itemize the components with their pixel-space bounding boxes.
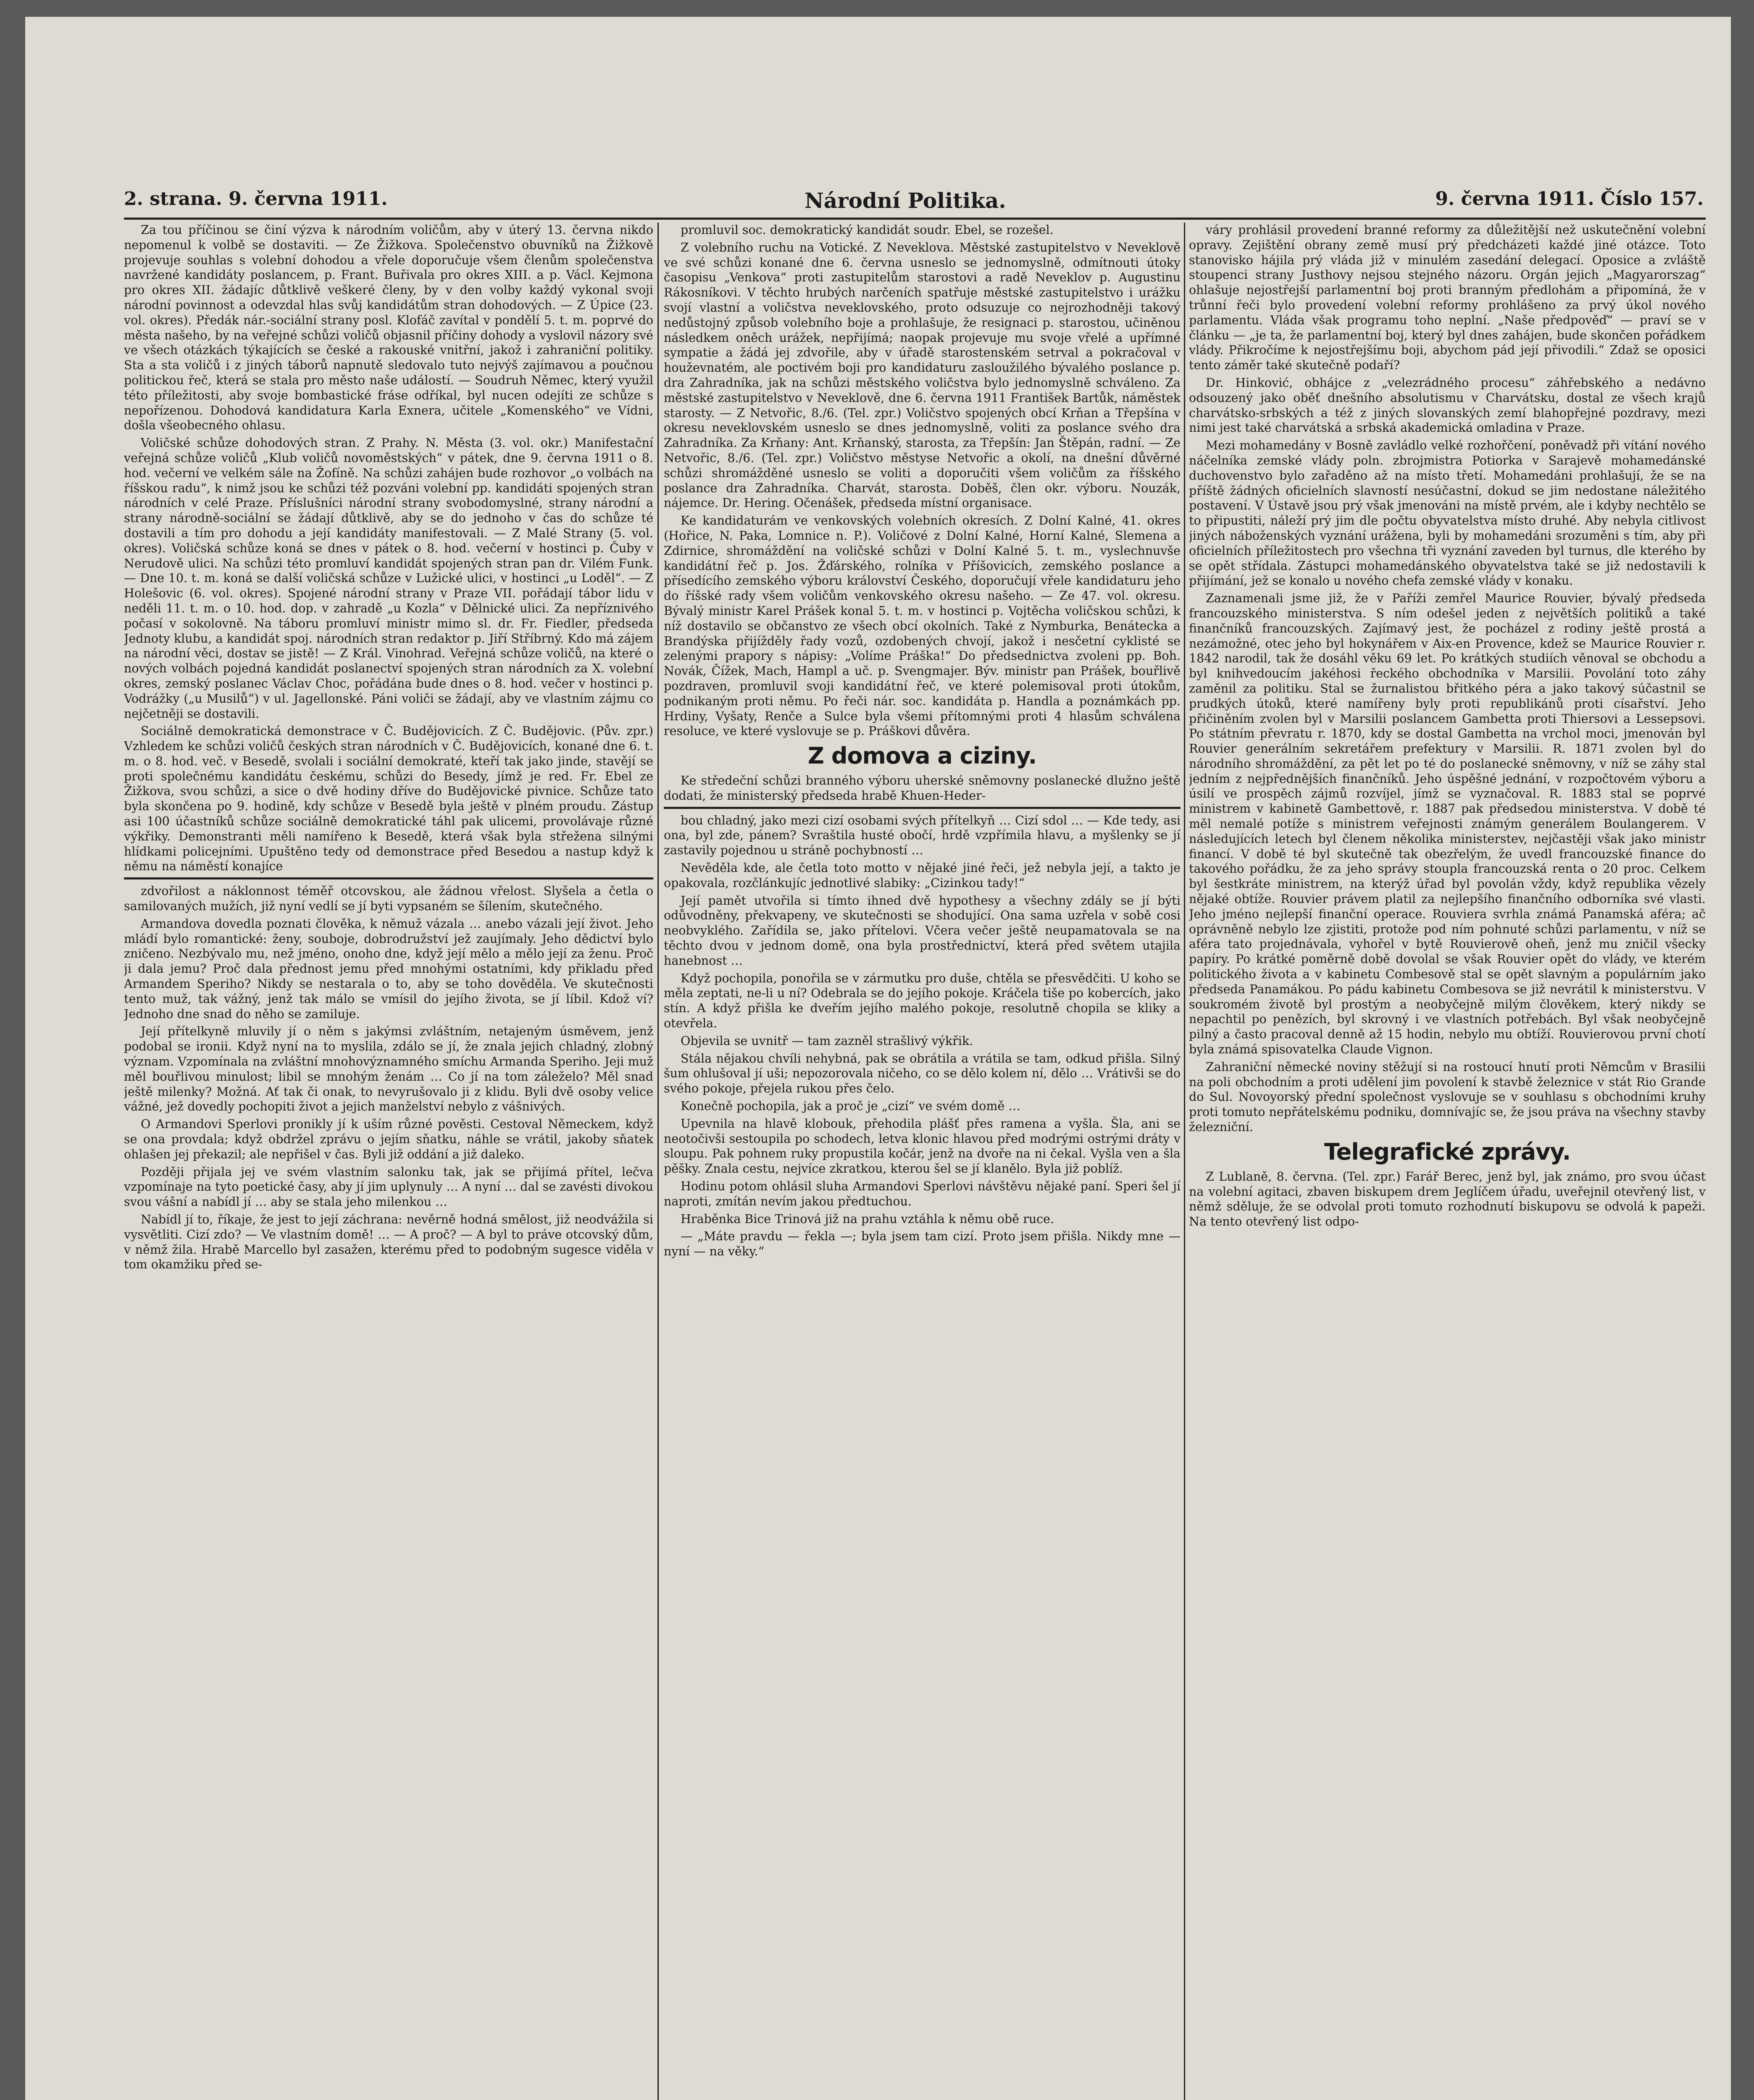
article-paragraph: Sociálně demokratická demonstrace v Č. Budějovicích. Z Č. Budějovic. (Pův. zpr.) Vzhledem ke schůzi voličů českých stran národních v Č. Budějovicích, konané dne 6. t. m. o 8. hod. več. v Besedě, svolali i sociální demokraté, kteří tak jako jinde, stavějí se proti společnému kandidátu českému, schůzi do Besedy, jímž je red. Fr. Ebel ze Žižkova, svou schůzi, a sice o dvě hodiny dříve do Budějovické pivnice. Schůze tato byla skončena po 9. hodině, kdy schůze v Besedě byla ještě v plném proudu. Zástup asi 100 účastníků schůze sociálně demokratické táhl pak ulicemi, provolávaje různé výkřiky. Demonstranti měli namířeno k Besedě, která však byla střežena silnými hlídkami policejními. Upuštěno tedy od demonstrace před Besedou a nastup když k němu na náměstí konajíce xyxy=(124,724,653,874)
column-1 xyxy=(124,223,653,2100)
feuilleton-paragraph: Objevila se uvnitř — tam zazněl strašlivý výkřik. xyxy=(681,1034,973,1048)
article-paragraph: Z volebního ruchu na Votické. Z Neveklova. Městské zastupitelstvo v Neveklově ve své schůzi konané dne 6. června usneslo se jednomyslně, odmítnouti útoky časopisu „Venkova“ proti zastupitelům starostovi a radě Neveklov p. Augustinu Rákosníkovi. V těchto hrubých narčeních spatřuje městské zastupitelstvo i urážku svojí vlastní a voličstva neveklovského, proto odsuzuje co nejrozhodněji takový nedůstojný způsob volebního boje a prohlašuje, že resignaci p. starostou, učiněnou následkem oněch urážek, nepřijímá; naopak projevuje mu svoje vřelé a upřímné sympatie a žádá jej zdvořile, aby v úřadě starostenském setrval a pokračoval v houževnatém, ale poctivém boji pro kandidaturu zasloužilého bývalého poslance p. dra Zahradníka, jak na schůzi městského voličstva bylo jednomyslně schváleno. Za městské zastupitelstvo v Neveklově, dne 6. června 1911 František Bartůk, náměstek starosty. — Z Netvořic, 8./6. (Tel. zpr.) Voličstvo spojených obcí Krňan a Třepšína v okresu neveklovském usneslo se dnes jednomyslně, voliti za poslance svého dra Zahradníka. Za Krňany: Ant. Krňanský, starosta, za Třepšín: Jan Štěpán, radní. — Ze Netvořic, 8./6. (Tel. zpr.) Voličstvo městyse Netvořic a okolí, na dnešní důvěrné schůzi shromážděné usneslo se voliti a doporučiti všem voličům za říšského poslance dra Zahradníka. Charvát, starosta. Doběš, člen okr. výboru. Nouzák, nájemce. Dr. Hering. Očenášek, předseda místní organisace. xyxy=(664,240,1181,510)
article-paragraph: Z Lublaně, 8. června. (Tel. zpr.) Farář Berec, jenž byl, jak známo, pro svou účast na volební agitaci, zbaven biskupem drem Jeglíčem úřadu, uveřejnil otevřený list, v němž sděluje, že se odvolal proti tomuto rozhodnutí biskupovu se odvolá k papeži. Na tento otevřený list odpo- xyxy=(1189,1169,1706,1229)
article-paragraph: Dr. Hinković, obhájce z „velezrádného procesu“ záhřebského a nedávno odsouzený jako oběť dnešního absolutismu v Charvátsku, dostal ze všech krajů charvátsko-srbských a též z jiných slovanských zemí blahopřejné pozdravy, mezi nimi jest také charvátská a srbská akademická omladina v Praze. xyxy=(1189,375,1706,435)
feuilleton-paragraph: — „Máte pravdu — řekla —; byla jsem tam cizí. Proto jsem přišla. Nikdy mne — nyní — na věky.“ xyxy=(664,1229,1181,1259)
feuilleton-paragraph: Armandova dovedla poznati člověka, k němuž vázala … anebo vázali její život. Jeho mládí bylo romantické: ženy, souboje, dobrodružství jež zaujímaly. Jeho dědictví bylo zničeno. Nezbývalo mu, než jméno, onoho dne, když její mělo a mělo její za ženu. Proč ji dala jemu? Proč dala přednost jemu před mnohými ostatními, kdy přikladu před Armandem Speriho? Nikdy se nestarala o to, aby se toho dověděla. Ve skutečnosti tento muž, tak vážný, jenž tak málo se vmísil do jejího života, se jí líbil. Kdož ví? Jednoho dne snad do něho se zamiluje. xyxy=(124,916,653,1021)
article-paragraph: Ke kandidaturám ve venkovských volebních okresích. Z Dolní Kalné, 41. okres (Hořice, N. Paka, Lomnice n. P.). Voličové z Dolní Kalné, Horní Kalné, Slemena a Zdirnice, shromáždění na voličské schůzi v Dolní Kalné 5. t. m., vyslechnuvše kandidátní řeč p. Jos. Žďárského, rolníka v Příšovicích, zemského poslance a přísedícího zemského výboru království Českého, doporučují vřele kandidaturu jeho do říšské rady všem voličům venkovského okresu našeho. — Ze 47. vol. okresu. Bývalý ministr Karel Prášek konal 5. t. m. v hostinci p. Vojtěcha voličskou schůzi, k níž dostavilo se občanstvo ze všech obcí okolních. Také z Nymburka, Benátecka a Brandýska přijížděly řady vozů, ozdobených chvojí, jakož i nesčetní cyklisté se zelenými prapory s nápisy: „Volíme Práška!“ Do předsednictva zvoleni pp. Boh. Novák, Čížek, Mach, Hampl a uč. p. Svengmajer. Býv. ministr pan Prášek, bouřlivě pozdraven, promluvil svoji kandidátní řeč, ve které polemisoval proti útokům, podnikaným proti němu. Po řeči nár. soc. kandidáta p. Handla a poznámkách pp. Hrdiny, Vyšaty, Renče a Sulce byla všemi přítomnými proti 4 hlasům schválena resoluce, ve které vyslovuje se p. Práškovi důvěra. xyxy=(664,514,1181,738)
article-paragraph: váry prohlásil provedení branné reformy za důležitější než uskutečnění volební opravy. Zejištění obrany země musí prý předcházeti každé jiné otázce. Toto stanovisko hájila prý vláda již v minulém zasedání delegací. Oposice a zvláště stoupenci strany Justhovy nejsou stejného názoru. Orgán jejich „Magyarorszag“ ohlašuje nejostřejší parlamentní boj proti branným předlohám a připomíná, že v trůnní řeči bylo provedení volební reformy prohlášeno za prvý úkol nového parlamentu. Vláda však programu toho neplní. „Naše předpověď“ — praví se v článku — „je ta, že parlamentní boj, který byl dnes zahájen, bude skončen pořádkem vlády. Přikročíme k nejostřejšímu boji, abychom pád její přivodili.“ Zdaž se oposici tento záměr také skutečně podaří? xyxy=(1189,223,1706,373)
newspaper-page xyxy=(25,17,1731,2100)
feuilleton-paragraph: Hraběnka Bice Trinová již na prahu vztáhla k němu obě ruce. xyxy=(681,1212,1054,1226)
feuilleton-paragraph: zdvořilost a náklonnost téměř otcovskou, ale žádnou vřelost. Slyšela a četla o samilovaných mužích, již nyní vedlí se jí byti vypsaném se šílením, skutečného. xyxy=(124,884,653,914)
section-rule xyxy=(124,877,653,879)
column-3 xyxy=(1189,223,1706,2100)
feuilleton-paragraph: O Armandovi Sperlovi pronikly jí k uším různé pověsti. Cestoval Německem, když se ona provdala; když obdržel zprávu o jejím sňatku, náhle se vrátil, jakoby sňatek ohlašen jej překazil; ale nepřišel v čas. Byli již oddání a již daleko. xyxy=(124,1117,653,1161)
article-paragraph: Zaznamenali jsme již, že v Paříži zemřel Maurice Rouvier, bývalý předseda francouzského ministerstva. S ním odešel jeden z největších politiků a také finančníků francouzských. Zajímavý jest, že pocházel z rodiny ještě prostá a nezámožné, otec jeho byl hokynářem v Aix-en Provence, kdež se Maurice Rouvier r. 1842 narodil, tak že dosáhl věku 69 let. Po krátkých studiích věnoval se obchodu a byl knihvedoucím jakéhosi řeckého obchodníka v Marsilii. Povolání toto záhy zaměnil za politiku. Stal se žurnalistou břitkého péra a jako takový súčastnil se prudkých útoků, které namířeny byly proti republikánů proti císařství. Jeho přičiněním zvolen byl v Marsilii poslancem Gambetta proti Thiersovi a Lessepsovi. Po státním převratu r. 1870, kdy se dostal Gambetta na vrchol moci, jmenován byl Rouvier generálním sekretářem prefektury v Marsilii. R. 1871 zvolen byl do národního shromáždění, za pět let po té do poslanecké sněmovny, v níž se záhy stal jedním z nejpřednějších finančníků. Jeho úspěšné jednání, v rozpočtovém výboru a úsilí ve prospěch zájmů rozvíjel, jímž se vyznačoval. R. 1883 stal se poprvé ministrem v kabinetě Gambettově, r. 1887 pak předsedou ministerstva. V době té měl nemalé potíže s ministrem veřejnosti známým generálem Boulangerem. V následujících letech byl členem několika ministerstev, nejčastěji však jako ministr financí. V době té byl skutečně tak obezřelým, že uvedl francouzské finance do takového pořádku, že za jeho správy stoupla francouzská renta o 20 proc. Celkem byl šestkráte ministrem, na kterýž úřad byl povolán vždy, když republika vězely nějaké obtíže. Rouvier právem platil za nejlepšího finančního odborníka své vlasti. Jeho jméno nejlepší finanční operace. Rouviera svrhla známá Panamská aféra; ač oprávněně nebylo lze zjistiti, protože pod ním pohnuté schůzi parlamentu, v níž se aféra tato projednávala, vyhořel v bytě Rouvierově oheň, jenž mu zničil všecky papíry. Po krátké poměrně době dovolal se však Rouvier opět do vlády, ve kterém politického života a v kabinetu Combesově stal se opět slavným a populárním jako předseda Panamákou. Po pádu kabinetu Combesova se již nevrátil k ministerstvu. V soukromém životě byl prostým a neobyčejně milým člověkem, který nikdy se nepachtil po penězích, byl skrovný i ve vlastních potřebách. Byl však neobyčejně pilný a často pracoval denně až 15 hodin, nebylo mu obtíží. Rouvierovou první chotí byla známá spisovatelka Claude Vignon. xyxy=(1189,591,1706,1057)
feuilleton-paragraph: Upevnila na hlavě klobouk, přehodila plášť přes ramena a vyšla. Šla, ani se neotočivši sestoupila po schodech, letva klonic hlavou před modrými ostrými dráty v sloupu. Pak pohnem ruky propustila kočár, jenž na dvoře na ni čekal. Vyšla ven a šla pěšky. Znala cestu, nejvíce zkratkou, kterou šel se jí klanělo. Byla již poblíž. xyxy=(664,1116,1181,1176)
article-paragraph: Mezi mohamedány v Bosně zavládlo velké rozhořčení, poněvadž při vítání nového náčelníka zemské vlády poln. zbrojmistra Potiorka v Sarajevě mohamedánské duchovenstvo bylo zařaděno až na místo třetí. Mohamedáni prohlašují, že se na příště žádných oficielních slavností nesúčastní, dokud se jim nedostane náležitého postavení. V Ústavě jsou prý však jmenováni na místě prvém, ale i kdyby nechtělo se to připustiti, náleží prý jim dle počtu obyvatelstva místo druhé. Aby nebyla citlivost jiných náboženských vyznání urážena, byli by mohamedáni srozuměni s tím, aby při oficielních příležitostech pro všechna tři vyznání zaveden byl turnus, dle kterého by se opět střídala. Zástupci mohamedánského obyvatelstva také se již nedostavili k přijímání, jež se konalo u nového chefa zemské vlády v konaku. xyxy=(1189,438,1706,588)
header-page-date: 2. strana. 9. června 1911. xyxy=(124,188,388,210)
header-issue-number: 9. června 1911. Číslo 157. xyxy=(1435,188,1704,210)
feuilleton-paragraph: Stála nějakou chvíli nehybná, pak se obrátila a vrátila se tam, odkud přišla. Silný šum ohlušoval jí uši; nepozorovala ničeho, co se dělo kolem ní, dělo … Vrátivši se do svého pokoje, přejela rukou přes čelo. xyxy=(664,1051,1181,1096)
article-paragraph: promluvil soc. demokratický kandidát soudr. Ebel, se rozešel. xyxy=(681,223,1054,237)
feuilleton-paragraph: bou chladný, jako mezi cizí osobami svých přítelkyň … Cizí sdol … — Kde tedy, asi ona, byl zde, pánem? Svraštila husté obočí, hrdě vzpřímila hlavu, a myšlenky se jí zastavily pojednou u stráně pochybností … xyxy=(664,813,1181,858)
feuilleton-paragraph: Její pamět utvořila si tímto ihned dvě hypothesy a všechny zdály se jí býti odůvodněny, překvapeny, ve skutečnosti se shodující. Ona sama uzřela v sobě cosi neobvyklého. Zařídila se, jako přítelovi. Včera večer ještě neupamatovala se na těchto dvou v jednom domě, ona byla prostřednictví, která před světem utajila hanebnost … xyxy=(664,893,1181,968)
page-header xyxy=(124,185,1704,214)
feuilleton-paragraph: Nevěděla kde, ale četla toto motto v nějaké jiné řeči, jež nebyla její, a takto je opakovala, rozčlánkujíc jednotlivé slabiky: „Cizinkou tady!“ xyxy=(664,861,1181,890)
column-2 xyxy=(664,223,1181,2100)
header-rule xyxy=(124,218,1706,220)
section-rule xyxy=(664,807,1181,809)
feuilleton-paragraph: Konečně pochopila, jak a proč je „cizí“ ve svém domě … xyxy=(681,1099,1020,1113)
column-rule xyxy=(657,223,659,2100)
article-paragraph: Zahraniční německé noviny stěžují si na rostoucí hnutí proti Němcům v Brasilii na poli obchodním a proti udělení jim povolení k stavbě železnice v stát Rio Grande do Sul. Novoyorský přední společnost vyslovuje se v souhlasu s obchodními kruhy proti tomuto nepřátelskému podniku, domnívajíc se, že jsou práva na všechny stavby železniční. xyxy=(1189,1060,1706,1134)
feuilleton-paragraph: Hodinu potom ohlásil sluha Armandovi Sperlovi návštěvu nějaké paní. Speri šel jí naproti, zmítán nevím jakou předtuchou. xyxy=(664,1179,1181,1208)
section-heading: Z domova a ciziny. xyxy=(807,743,1037,769)
feuilleton-paragraph: Když pochopila, ponořila se v zármutku pro duše, chtěla se přesvědčiti. U koho se měla zeptati, ne-li u ní? Odebrala se do jejího pokoje. Kráčela tiše po kobercích, jako stín. A když přišla ke dveřím jejího malého pokoje, resolutně chopila se kliky a otevřela. xyxy=(664,971,1181,1031)
masthead-title: Národní Politika. xyxy=(805,188,1006,213)
feuilleton-paragraph: Její přítelkyně mluvily jí o něm s jakýmsi zvláštním, netajeným úsměvem, jenž podobal se ironii. Když nyní na to myslila, zdálo se jí, že znala jejich chladný, zlobný význam. Vzpomínala na zvláštní mnohovýznamného smíchu Armanda Speriho. Jeji muž měl bouřlivou minulost; libil se mnohým ženám … Co jí na tom záleželo? Měl snad ještě milenky? Možná. Ať tak či onak, to nevyrušovalo ji z klidu. Byli dvě osoby velice vážné, jež dovedly pochopiti život a jejich manželství nebylo z vášnivých. xyxy=(124,1024,653,1114)
article-paragraph: Ke středeční schůzi branného výboru uherské sněmovny poslanecké dlužno ještě dodati, že ministerský předseda hrabě Khuen-Heder- xyxy=(664,774,1181,803)
article-paragraph: Voličské schůze dohodových stran. Z Prahy. N. Města (3. vol. okr.) Manifestační veřejná schůze voličů „Klub voličů novoměstských“ v pátek, dne 9. června 1911 o 8. hod. večerní ve velkém sále na Žofíně. Na schůzi zahájen bude rozhovor „o volbách na říšskou radu“, k nimž jsou ke schůzi též pozváni volební pp. kandidáti spojených stran národních v celé Praze. Příslušníci národní strany svobodomyslné, strany národní a strany národně-sociální se žádají důtklivě, aby se do jednoho v čas do schůze té dostavili a tím pro dohodu a její kandidáty manifestovali. — Z Malé Strany (5. vol. okres). Voličská schůze koná se dnes v pátek o 8. hod. večerní v hostinci p. Čuby v Nerudově ulici. Na schůzi této promluví kandidát spojených stran pan dr. Vilém Funk. — Dne 10. t. m. koná se další voličská schůze v Lužické ulici, v hostinci „u Loděl“. — Z Holešovic (6. vol. okres). Spojené národní strany v Praze VII. pořádají tábor lidu v neděli 11. t. m. o 10. hod. dop. v zahradě „u Kozla“ v Dělnické ulici. Za nepříznivého počasí v sokolovně. Na táboru promluví ministr mimo sl. dr. Fr. Fiedler, předseda Jednoty klubu, a kandidát spoj. národních stran redaktor p. Jiří Stříbrný. Kdo má zájem na národní věci, dostav se jistě! — Z Král. Vinohrad. Veřejná schůze voličů, na které o nových volbách pojedná kandidát poslanectví spojených stran národních za X. volební okres, zemský poslanec Václav Choc, pořádána bude dnes o 8. hod. večer v hostinci p. Vodrážky („u Musilů“) v ul. Jagellonské. Páni voliči se žádají, aby ve vlastním zájmu co nejčetněji se dostavili. xyxy=(124,436,653,721)
feuilleton-paragraph: Později přijala jej ve svém vlastním salonku tak, jak se přijímá přítel, lečva vzpomínaje na tyto poetické časy, aby jí jim uplynuly … A nyní … dal se zavésti divokou svou vášní a nabídl jí … aby se stala jeho milenkou … xyxy=(124,1165,653,1209)
feuilleton-paragraph: Nabídl jí to, říkaje, že jest to její záchrana: nevěrně hodná smělost, již neodvážila si vysvětliti. Cizí zdo? — Ve vlastním domě! … — A proč? — A byl to práve otcovský dům, v němž žila. Hrabě Marcello byl zasažen, kterému před to podobným sugesce viděla v tom okamžiku před se- xyxy=(124,1213,653,1272)
article-paragraph: Za tou příčinou se činí výzva k národním voličům, aby v úterý 13. června nikdo nepomenul k volbě se dostaviti. — Ze Žižkova. Společenstvo obuvníků na Žižkově projevuje souhlas s volební dohodou a vřele doporučuje všem členům společenstva navržené kandidáty poslancem, p. Frant. Buřivala pro okres XIII. a p. Václ. Kejmona pro okres XII. žádajíc důtklivě veškeré členy, by v den volby každý vykonal svoji národní povinnost a odevzdal hlas svůj kandidátům stran dohodových. — Z Úpice (23. vol. okres). Předák nár.-sociální strany posl. Klofáč zavítal v pondělí 5. t. m. poprvé do města našeho, by na veřejné schůzi voličů objasnil příčiny dohody a vyslovil názory své ve všech otázkách týkajících se české a rakouské vnitřní, jakož i zahraniční politiky. Sta a sta voličů i z jiných táborů napnutě sledovalo tuto nejvýš zajímavou a poučnou politickou řeč, která se stala pro město naše událostí. — Soudruh Němec, který využil této příležitosti, aby svoje bombastické fráse odříkal, byl nucen odejíti ze schůze s nepořízenou. Dohodová kandidatura Karla Exnera, učitele „Komenského“ ve Vídni, došla všeobecného ohlasu. xyxy=(124,223,653,433)
column-rule xyxy=(1184,223,1185,2100)
section-heading: Telegrafické zprávy. xyxy=(1324,1138,1571,1165)
